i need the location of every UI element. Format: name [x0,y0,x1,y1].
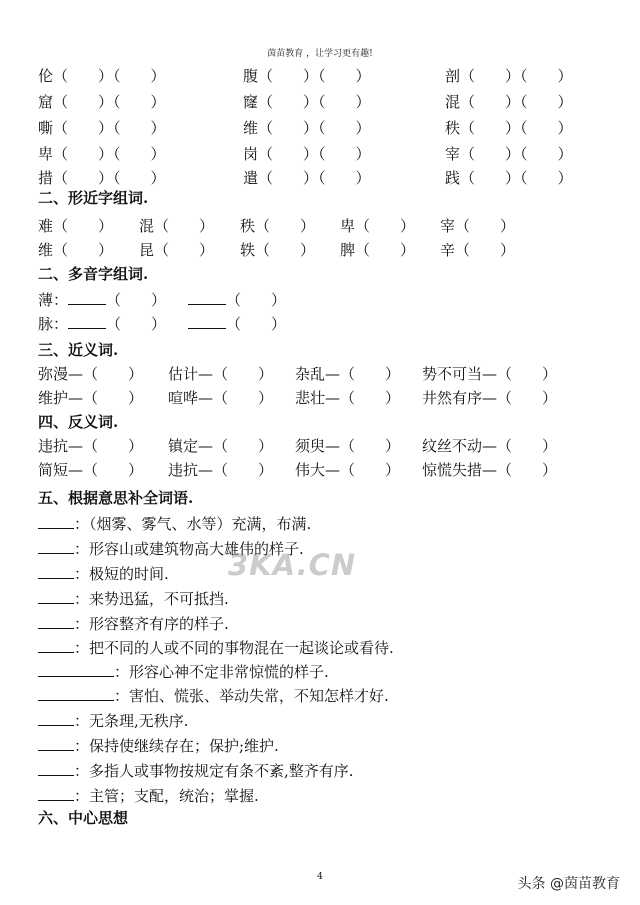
answer-blank [38,589,74,604]
answer-brackets: （ ） [226,291,287,309]
antonym-cell: 纹丝不动—（ ） [422,437,558,455]
polyphone-row [38,290,286,310]
synonym-cell: 井然有序—（ ） [422,389,558,407]
similar-char-cell: 宰（ ） [440,217,516,235]
similar-char-cell: 秩（ ） [240,217,316,235]
answer-blank [68,290,106,305]
watermark: 3KA.CN [228,548,357,582]
antonym-cell: 违抗—（ ） [38,437,144,455]
answer-blank [68,314,106,329]
antonym-cell: 简短—（ ） [38,461,144,479]
fill-word-item [38,686,389,706]
answer-brackets: （ ） [226,315,287,333]
answer-blank [38,736,74,751]
pinyin-cell: 秩（ ）（ ） [445,119,573,137]
section-title-polyphones: 二、多音字组词. [38,265,149,283]
antonym-cell: 伟大—（ ） [295,461,401,479]
definition-text: ：无条理,无秩序. [74,712,189,730]
definition-text: ：多指人或事物按规定有条不紊,整齐有序. [74,762,354,780]
similar-char-cell: 卑（ ） [340,217,416,235]
credit-label: 头条 @茵苗教育 [517,876,620,892]
definition-text: ：极短的时间. [74,565,169,583]
similar-char-cell: 辛（ ） [440,241,516,259]
antonym-cell: 镇定—（ ） [168,437,274,455]
antonym-cell: 惊慌失措—（ ） [422,461,558,479]
pinyin-cell: 岗（ ）（ ） [243,145,371,163]
page-header: 茵苗教育 ，让学习更有趣! [267,49,373,59]
fill-word-item [38,736,279,756]
answer-blank [38,686,114,701]
definition-text: ：把不同的人或不同的事物混在一起谈论或看待. [74,639,394,657]
answer-blank [38,614,74,629]
answer-blank [38,786,74,801]
answer-blank [38,564,74,579]
section-title-synonyms: 三、近义词. [38,341,119,359]
pinyin-cell: 践（ ）（ ） [445,169,573,187]
fill-word-item [38,514,311,534]
answer-blank [38,711,74,726]
antonym-cell: 须臾—（ ） [295,437,401,455]
polyphone-row [38,314,286,334]
definition-text: ：（烟雾、雾气、水等）充满，布满. [74,515,312,533]
answer-brackets: （ ） [106,291,167,309]
polyphone-char: 脉： [38,315,69,333]
answer-blank [188,314,226,329]
section-title-fill-words: 五、根据意思补全词语. [38,489,194,507]
pinyin-cell: 剖（ ）（ ） [445,67,573,85]
definition-text: ：害怕、慌张、举动失常，不知怎样才好. [114,687,389,705]
pinyin-cell: 伦（ ）（ ） [38,67,166,85]
definition-text: ：形容整齐有序的样子. [74,615,229,633]
synonym-cell: 维护—（ ） [38,389,144,407]
pinyin-cell: 混（ ）（ ） [445,93,573,111]
answer-blank [38,761,74,776]
pinyin-cell: 遣（ ）（ ） [243,169,371,187]
definition-text: ：主管；支配，统治；掌握. [74,787,259,805]
answer-blank [38,514,74,529]
synonym-cell: 悲壮—（ ） [295,389,401,407]
pinyin-cell: 维（ ）（ ） [243,119,371,137]
similar-char-cell: 轶（ ） [240,241,316,259]
pinyin-cell: 措（ ）（ ） [38,169,166,187]
antonym-cell: 违抗—（ ） [168,461,274,479]
fill-word-item [38,564,169,584]
pinyin-cell: 卑（ ）（ ） [38,145,166,163]
fill-word-item [38,662,329,682]
synonym-cell: 估计—（ ） [168,365,274,383]
section-title-similar-chars: 二、形近字组词. [38,189,149,207]
fill-word-item [38,589,229,609]
answer-blank [38,662,114,677]
section-title-antonyms: 四、反义词. [38,413,119,431]
pinyin-cell: 窿（ ）（ ） [243,93,371,111]
fill-word-item [38,638,394,658]
pinyin-cell: 腹（ ）（ ） [243,67,371,85]
section-title-central-idea: 六、中心思想 [38,809,129,827]
synonym-cell: 杂乱—（ ） [295,365,401,383]
similar-char-cell: 维（ ） [38,241,114,259]
definition-text: ：形容山或建筑物高大雄伟的样子. [74,540,304,558]
similar-char-cell: 昆（ ） [139,241,215,259]
similar-char-cell: 难（ ） [38,217,114,235]
synonym-cell: 势不可当—（ ） [422,365,558,383]
definition-text: ：保持使继续存在；保护;维护. [74,737,279,755]
answer-blank [38,539,74,554]
fill-word-item [38,711,189,731]
synonym-cell: 弥漫—（ ） [38,365,144,383]
similar-char-cell: 脾（ ） [340,241,416,259]
pinyin-cell: 窟（ ）（ ） [38,93,166,111]
definition-text: ：形容心神不定非常惊慌的样子. [114,663,329,681]
fill-word-item [38,786,259,806]
definition-text: ：来势迅猛，不可抵挡. [74,590,229,608]
page-number: 4 [317,872,323,882]
pinyin-cell: 宰（ ）（ ） [445,145,573,163]
similar-char-cell: 混（ ） [139,217,215,235]
synonym-cell: 喧哗—（ ） [168,389,274,407]
pinyin-cell: 嘶（ ）（ ） [38,119,166,137]
answer-brackets: （ ） [106,315,167,333]
answer-blank [188,290,226,305]
fill-word-item [38,614,229,634]
answer-blank [38,638,74,653]
polyphone-char: 薄： [38,291,69,309]
fill-word-item [38,761,354,781]
